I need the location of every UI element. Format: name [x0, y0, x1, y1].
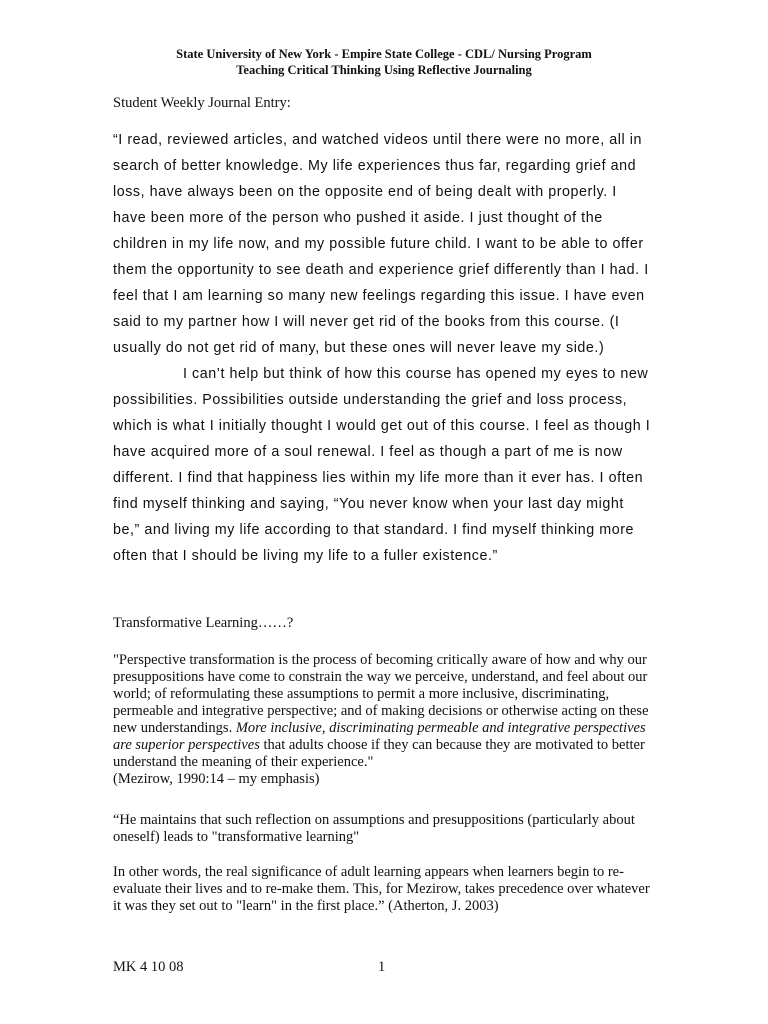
journal-paragraph-1: “I read, reviewed articles, and watched videos until there were no more, all in search of better knowledge. My life experiences thus far, regarding grief and loss, have always been on the opposite end of being dealt with properly. I have been more of the person who pushed it aside. I just thought of the children in my life now, and my possible future child. I want to be able to offer them the opportunity to see death and experience grief differently than I had. I feel that I am learning so many new feelings regarding this issue. I have even said to my partner how I will never get rid of the books from this course. (I usually do not get rid of many, but these ones will never leave my side.): [113, 132, 649, 356]
journal-paragraph-2: I can’t help but think of how this course has opened my eyes to new possibilities. Possibilities outside understanding the grief and loss process, which is what I initially thought I would get out of this course. I feel as though I have acquired more of a soul renewal. I feel as though a part of me is now different. I find that happiness lies within my life more than it ever has. I often find myself thinking and saying, “You never know when your last day might be,” and living my life according to that standard. I find myself thinking more often that I should be living my life to a fuller existence.”: [113, 366, 651, 564]
quote-emphasis: More inclusive, discriminating permeable and integrative perspectives are superior perspectives: [113, 720, 646, 753]
quote-text-end: that adults choose if they can because they are motivated to better understand the meaning of their experience.": [113, 737, 645, 770]
header-institution: State University of New York - Empire State College - CDL/ Nursing Program: [176, 47, 592, 61]
mezirow-quote: [113, 652, 658, 788]
document-header: [0, 46, 768, 78]
page-number: 1: [378, 959, 386, 975]
quote-citation: (Mezirow, 1990:14 – my emphasis): [113, 771, 320, 787]
journal-entry: [113, 127, 653, 569]
footer-date-code: MK 4 10 08: [113, 959, 184, 975]
significance-quote: In other words, the real significance of adult learning appears when learners begin to re-evaluate their lives and to re-make them. This, for Mezirow, takes precedence over whatever it was they set out to "learn" in the first place.” (Atherton, J. 2003): [113, 864, 650, 914]
mezirow-quote-text: [113, 652, 658, 771]
header-title: Teaching Critical Thinking Using Reflective Journaling: [236, 63, 532, 77]
quote-text-start: "Perspective transformation is the process of becoming critically aware of how and why our presuppositions have come to constrain the way we perceive, understand, and feel about our world; of reformulating these assumptions to permit a more inclusive, discriminating, permeable and integrative perspective; and of making decisions or otherwise acting on these new understandings.: [113, 652, 649, 736]
reflection-quote: “He maintains that such reflection on assumptions and presuppositions (particularly about oneself) leads to "transformative learning": [113, 812, 635, 845]
journal-heading: Student Weekly Journal Entry:: [113, 95, 291, 111]
transformative-heading: Transformative Learning……?: [113, 615, 294, 631]
